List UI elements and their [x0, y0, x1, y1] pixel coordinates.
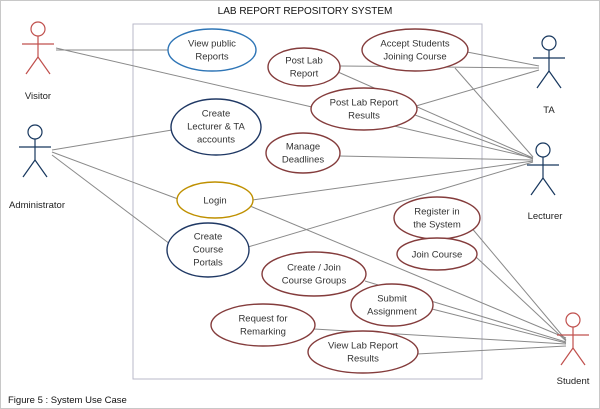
- usecase-label-line-2: Lecturer & TA: [187, 121, 245, 133]
- usecase-label-line-1: Manage: [285, 141, 321, 153]
- usecase-accept-students-joining-course[interactable]: [362, 29, 468, 71]
- usecase-label-line-1: Accept Students: [380, 38, 450, 50]
- usecase-label-line-2: Joining Course: [383, 51, 447, 63]
- usecase-create-lecturer-ta-accounts[interactable]: [171, 99, 261, 155]
- usecase-join-course[interactable]: [397, 238, 477, 270]
- actor-label-student: Student: [556, 376, 590, 387]
- usecase-label-line-2: Report: [289, 68, 319, 80]
- usecase-label-line-1: Login: [203, 195, 227, 207]
- usecase-label-line-2: the System: [413, 219, 461, 231]
- usecase-register-in-the-system[interactable]: [394, 197, 480, 239]
- usecase-submit-assignment[interactable]: [351, 284, 433, 326]
- usecase-label-line-1: View public: [188, 38, 236, 50]
- usecase-label-line-2: Course Groups: [281, 275, 347, 287]
- usecase-label-line-2: Results: [347, 353, 379, 365]
- diagram-title: LAB REPORT REPOSITORY SYSTEM: [217, 6, 393, 17]
- usecase-create-course-portals[interactable]: [167, 223, 249, 277]
- actor-visitor: [22, 22, 54, 102]
- usecase-manage-deadlines[interactable]: [266, 133, 340, 173]
- usecase-label-line-1: Create / Join: [287, 262, 341, 274]
- usecase-label-line-2: Deadlines: [281, 154, 325, 166]
- usecase-label-line-2: Course: [192, 244, 224, 256]
- usecase-label-line-2: Results: [348, 110, 380, 122]
- assoc-student-register: [470, 226, 566, 340]
- usecase-label-line-1: Create: [201, 108, 231, 120]
- usecase-label-line-1: Submit: [377, 293, 407, 305]
- usecase-post-lab-report-results[interactable]: [311, 88, 417, 130]
- actor-ta: [533, 36, 565, 116]
- usecase-view-lab-report-results[interactable]: [308, 331, 418, 373]
- usecase-label-line-3: Portals: [193, 257, 223, 269]
- usecase-label-line-1: Post Lab Report: [329, 97, 399, 109]
- usecase-label-line-1: Request for: [238, 313, 288, 325]
- usecase-label-line-1: Join Course: [411, 249, 463, 261]
- usecase-label-line-2: Assignment: [367, 306, 417, 318]
- usecase-create-join-course-groups[interactable]: [262, 252, 366, 296]
- usecase-login[interactable]: [177, 182, 253, 218]
- usecase-label-line-1: Register in: [414, 206, 460, 218]
- usecase-request-for-remarking[interactable]: [211, 304, 315, 346]
- actor-lecturer: [527, 143, 562, 222]
- usecase-post-lab-report[interactable]: [268, 48, 340, 86]
- actor-label-lecturer: Lecturer: [527, 211, 563, 222]
- usecase-label-line-2: Remarking: [240, 326, 286, 338]
- actor-label-ta: TA: [543, 105, 555, 116]
- usecase-label-line-1: Post Lab: [285, 55, 323, 67]
- actor-student: [557, 313, 590, 387]
- actor-label-visitor: Visitor: [24, 91, 52, 102]
- usecase-label-line-1: Create: [193, 231, 223, 243]
- usecase-view-public-reports[interactable]: [168, 29, 256, 71]
- usecase-label-line-1: View Lab Report: [327, 340, 399, 352]
- figure-caption: Figure 5 : System Use Case: [8, 395, 127, 406]
- actor-administrator: [9, 125, 65, 211]
- actor-label-administrator: Administrator: [9, 200, 65, 211]
- usecase-label-line-3: accounts: [196, 134, 236, 146]
- usecase-label-line-2: Reports: [195, 51, 229, 63]
